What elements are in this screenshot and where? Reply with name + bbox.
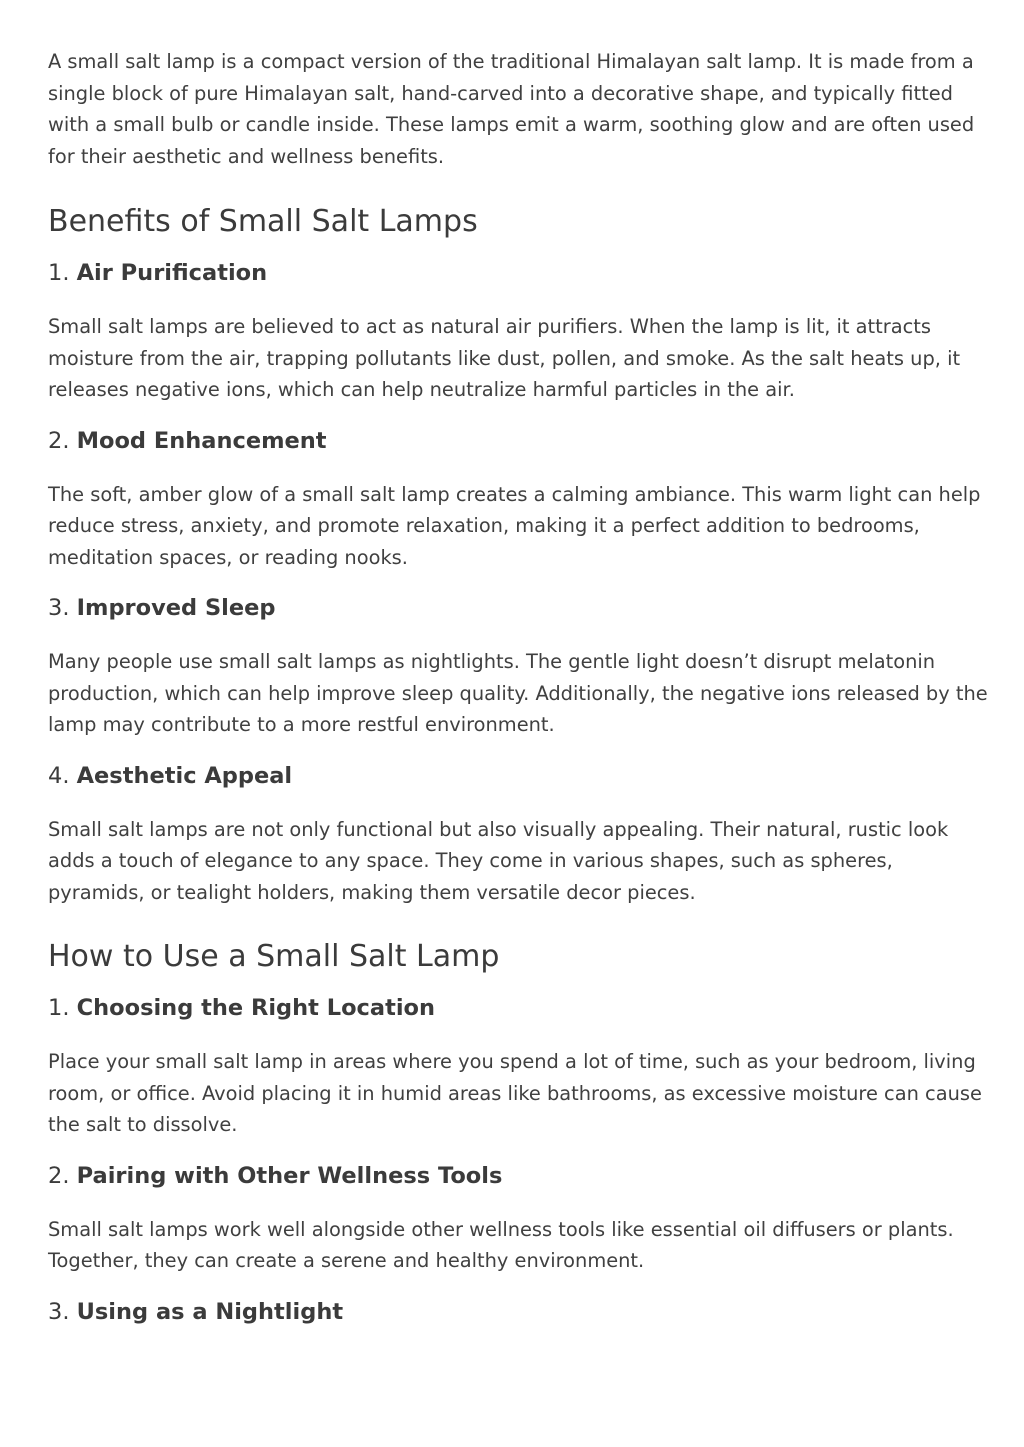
benefit-3-title: Improved Sleep	[76, 595, 276, 621]
benefit-4-heading	[48, 761, 993, 791]
usage-3-title: Using as a Nightlight	[76, 1298, 344, 1325]
benefits-heading: Benefits of Small Salt Lamps	[48, 204, 478, 239]
usage-1-title: Choosing the Right Location	[76, 995, 436, 1021]
benefit-4-number: 4.	[48, 762, 70, 789]
usage-3-heading	[48, 1297, 993, 1327]
usage-heading: How to Use a Small Salt Lamp	[48, 939, 500, 974]
usage-2-text: Small salt lamps work well alongside other wellness tools like essential oil diffusers or plants. Together, they can create a serene and healthy environment.	[48, 1217, 954, 1272]
benefit-1-text: Small salt lamps are believed to act as natural air purifiers. When the lamp is lit, it attracts moisture from the air, trapping pollutants like dust, pollen, and smoke. As the salt heats up, it releases negative ions, which can help neutralize harmful particles in the air.	[48, 315, 961, 401]
benefit-1-title: Air Purification	[76, 260, 268, 286]
benefit-3-text: Many people use small salt lamps as nightlights. The gentle light doesn’t disrupt melatonin production, which can help improve sleep quality. Additionally, the negative ions released by the lamp may contribute to a more restful environment.	[48, 650, 988, 736]
usage-3-number: 3.	[48, 1298, 70, 1325]
usage-2-title: Pairing with Other Wellness Tools	[76, 1162, 503, 1189]
benefit-2-text: The soft, amber glow of a small salt lamp creates a calming ambiance. This warm light can help reduce stress, anxiety, and promote relaxation, making it a perfect addition to bedrooms, meditation spaces, or reading nooks.	[48, 482, 981, 569]
benefit-1-number: 1.	[48, 260, 70, 286]
usage-1-number: 1.	[48, 995, 70, 1021]
benefit-3-heading	[48, 593, 993, 623]
benefit-2-title: Mood Enhancement	[76, 427, 327, 454]
usage-1-heading	[48, 993, 993, 1023]
benefit-3-number: 3.	[48, 595, 70, 621]
intro-paragraph: A small salt lamp is a compact version of the traditional Himalayan salt lamp. It is made from a single block of pure Himalayan salt, hand-carved into a decorative shape, and typically fitted with a small bulb or candle inside. These lamps emit a warm, soothing glow and are often used for their aesthetic and wellness benefits.	[48, 50, 975, 168]
benefit-2-heading	[48, 426, 993, 456]
article	[48, 46, 993, 1327]
usage-2-number: 2.	[48, 1162, 70, 1189]
usage-2-heading	[48, 1161, 993, 1191]
benefit-2-number: 2.	[48, 427, 70, 454]
benefit-4-title: Aesthetic Appeal	[76, 762, 293, 789]
benefit-1-heading	[48, 258, 993, 288]
benefit-4-text: Small salt lamps are not only functional but also visually appealing. Their natural, rustic look adds a touch of elegance to any space. They come in various shapes, such as spheres, pyramids, or tealight holders, making them versatile decor pieces.	[48, 817, 949, 904]
usage-1-text: Place your small salt lamp in areas where you spend a lot of time, such as your bedroom, living room, or office. Avoid placing it in humid areas like bathrooms, as excessive moisture can cause the salt to dissolve.	[48, 1050, 982, 1136]
